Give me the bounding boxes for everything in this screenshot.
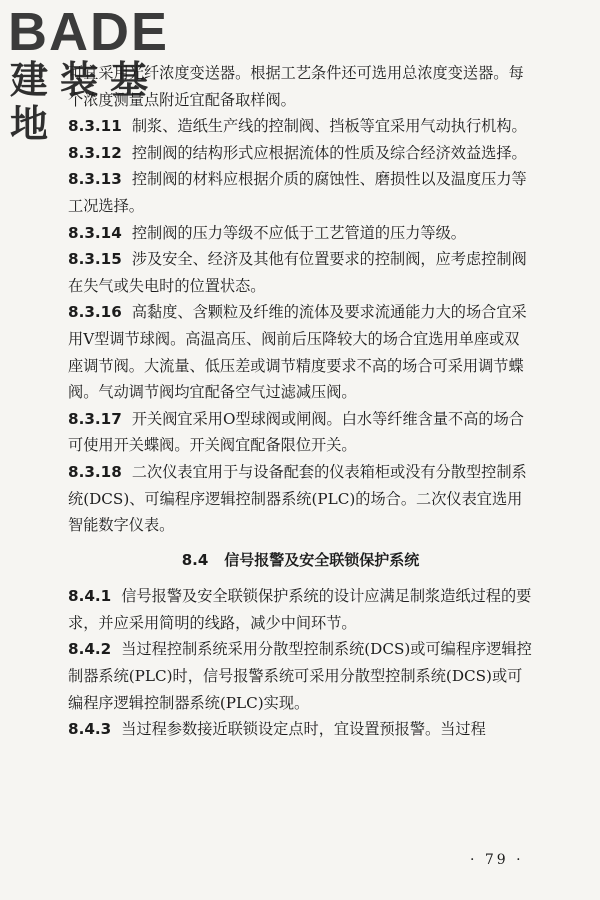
clause-number: 8.3.13 — [68, 170, 122, 189]
page-body — [68, 60, 533, 743]
section-number: 8.4 — [181, 550, 209, 569]
clause-8-3-16 — [68, 299, 533, 405]
clause-8-3-18 — [68, 459, 533, 539]
clause-text: 制浆、造纸生产线的控制阀、挡板等宜采用气动执行机构。 — [131, 117, 527, 136]
clause-8-3-15 — [68, 246, 533, 299]
clause-text: 高黏度、含颗粒及纤维的流体及要求流通能力大的场合宜采用V型调节球阀。高温高压、阀前后压降较大的场合宜选用单座或双座调节阀。大流量、低压差或调节精度要求不高的场合可采用调节蝶阀。气动调节阀均宜配备空气过滤减压阀。 — [68, 303, 527, 402]
clause-number: 8.3.18 — [68, 462, 122, 481]
clause-text: 控制阀的结构形式应根据流体的性质及综合经济效益选择。 — [131, 143, 527, 162]
page-number: · 79 · — [470, 852, 524, 868]
clause-number: 8.4.2 — [68, 640, 112, 659]
clause-8-4-3 — [68, 716, 533, 743]
clause-8-3-12 — [68, 140, 533, 167]
clause-8-3-14 — [68, 220, 533, 247]
clause-number: 8.4.3 — [68, 720, 112, 739]
clause-8-4-1 — [68, 583, 533, 636]
clause-8-3-13 — [68, 166, 533, 219]
clause-number: 8.4.1 — [68, 587, 112, 606]
clause-text: 开关阀宜采用O型球阀或闸阀。白水等纤维含量不高的场合可使用开关蝶阀。开关阀宜配备限位开关。 — [68, 409, 524, 455]
section-heading — [68, 547, 533, 574]
clause-text: 二次仪表宜用于与设备配套的仪表箱柜或没有分散型控制系统(DCS)、可编程序逻辑控制器系统(PLC)的场合。二次仪表宜选用智能数字仪表。 — [68, 462, 527, 535]
clause-text: 当过程参数接近联锁设定点时，宜设置预报警。当过程 — [121, 720, 486, 739]
watermark-latin: BADE — [8, 2, 170, 62]
clause-8-4-2 — [68, 636, 533, 716]
clause-text: 控制阀的压力等级不应低于工艺管道的压力等级。 — [131, 223, 466, 242]
clause-number: 8.3.16 — [68, 303, 122, 322]
paragraph-text: 可宜采用光纤浓度变送器。根据工艺条件还可选用总浓度变送器。每个浓度测量点附近宜配备取样阀。 — [68, 64, 524, 109]
clause-number: 8.3.17 — [68, 409, 122, 428]
clause-text: 控制阀的材料应根据介质的腐蚀性、磨损性以及温度压力等工况选择。 — [68, 170, 527, 215]
watermark-cjk: 建装基地 — [10, 58, 161, 146]
clause-number: 8.3.15 — [68, 250, 122, 269]
clause-number: 8.3.12 — [68, 143, 122, 162]
clause-number: 8.3.14 — [68, 223, 122, 242]
section-title: 信号报警及安全联锁保护系统 — [224, 550, 420, 569]
paragraph-continued — [68, 60, 533, 113]
clause-8-3-17 — [68, 406, 533, 459]
clause-number: 8.3.11 — [68, 117, 122, 136]
clause-text: 信号报警及安全联锁保护系统的设计应满足制浆造纸过程的要求，并应采用简明的线路，减少中间环节。 — [68, 587, 532, 632]
clause-text: 当过程控制系统采用分散型控制系统(DCS)或可编程序逻辑控制器系统(PLC)时，信号报警系统可采用分散型控制系统(DCS)或可编程序逻辑控制器系统(PLC)实现。 — [68, 640, 532, 712]
clause-8-3-11 — [68, 113, 533, 140]
clause-text: 涉及安全、经济及其他有位置要求的控制阀，应考虑控制阀在失气或失电时的位置状态。 — [68, 250, 527, 295]
